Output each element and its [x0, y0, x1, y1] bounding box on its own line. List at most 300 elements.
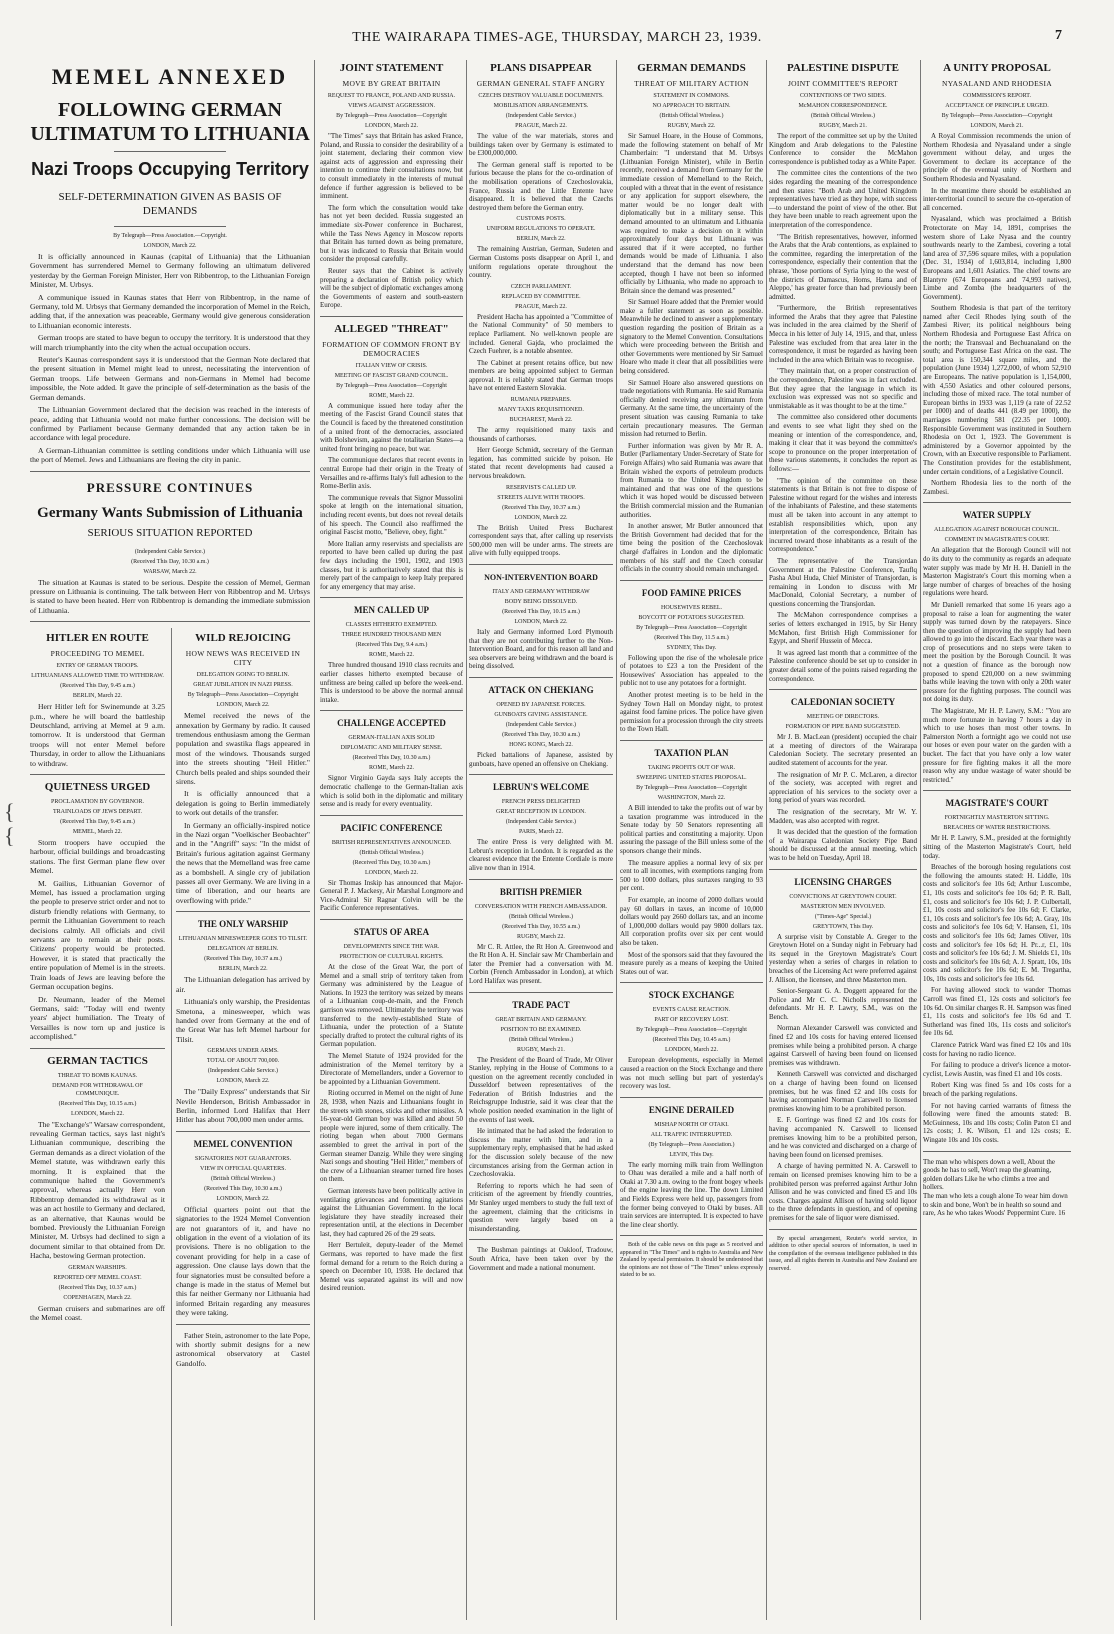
headline: PALESTINE DISPUTE	[787, 62, 899, 74]
dateline: ROME, March 22.	[369, 392, 414, 399]
column-1a	[30, 628, 165, 1325]
headline: MAGISTRATE'S COURT	[945, 798, 1049, 809]
column-rule	[171, 628, 172, 1626]
divider	[320, 710, 463, 711]
paragraph: The communique reveals that Signor Mussolini spoke at length on the international situation, including recent events, but does not reveal details of his speech. The Council also reaffirmed the original Fascist motto, "Believe, obey, fight."	[320, 493, 463, 537]
subheadline: TAKING PROFITS OUT OF WAR.	[647, 765, 736, 772]
divider	[469, 564, 613, 565]
paragraph: "Furthermore, the British representatives informed the Arabs that they agree that Palestine was included in the area claimed by the Sherif of Mecca in his letter of July 14, 1915, and that, unless Palestine was excluded from that area later in the correspondence, it must be regarded as having been included in the area which Britain was to recognise.	[769, 304, 917, 364]
received-time: (Received This Day, 10.30 a.m.)	[204, 1185, 282, 1192]
subheadline: EVENTS CAUSE REACTION.	[652, 1007, 731, 1014]
subheadline: ALL TRAFFIC INTERRUPTED.	[650, 1131, 733, 1138]
subheadline: PROCLAMATION BY GOVERNOR.	[51, 799, 144, 805]
subheadline: TRAINLOADS OF JEWS DEPART.	[53, 809, 142, 815]
paragraph: The situation at Kaunas is stated to be serious. Despite the cession of Memel, German pressure on Lithuania is continuing. The talk between Herr von Ribbentrop and M. Urbsys is stated to have been heated. Herr von Ribbentrop is demanding the immediate submission of Lithuania.	[30, 577, 310, 615]
paragraph: The resignation of Mr P. C. McLaren, a director of the society, was accepted with regret and appreciation of his services to the society over a long period of years was recorded.	[769, 770, 917, 805]
subheadline: SELF-DETERMINATION GIVEN AS BASIS OF DEMANDS	[58, 191, 282, 217]
subheadline: COMMENT IN MAGISTRATE'S COURT.	[944, 537, 1050, 544]
received-time: (Received This Day, 10.30 a.m.)	[502, 731, 580, 738]
subheadline: HOW NEWS WAS RECEIVED IN CITY	[185, 649, 301, 668]
subheadline: RESERVISTS CALLED UP.	[505, 484, 577, 491]
subheadline: McMAHON CORRESPONDENCE.	[798, 103, 888, 109]
divider	[469, 774, 613, 775]
dateline: HONG KONG, March 22.	[509, 741, 573, 748]
headline: ENGINE DERAILED	[648, 1104, 735, 1115]
headline: FOOD FAMINE PRICES	[641, 587, 742, 598]
paragraph: Northern Rhodesia lies to the north of the Zambesi.	[923, 479, 1071, 496]
paragraph: "The opinion of the committee on these statements is that Britain is not free to dispose of Palestine without regard for the wishes and interests of the inhabitants of Palestine, and these statements must all be taken into account in any attempt to establish responsibilities which, upon any interpretation of the correspondence, Britain has incurred toward those inhabitants as a result of the correspondence."	[769, 476, 917, 554]
divider	[320, 316, 463, 317]
headline: ALLEGED "THREAT"	[334, 322, 449, 335]
received-time: (Received This Day, 10.45 a.m.)	[652, 1037, 731, 1044]
dateline: PARIS, March 22.	[518, 829, 564, 836]
divider	[923, 790, 1071, 791]
headline: MEN CALLED UP	[353, 605, 429, 616]
copyright-notice: Both of the cable news on this page as 5 received and appeared in "The Times" and is rights to Australia and New Zealand by special permission. It should be understood that the opinions are not those of "The Times" unless expressly stated to be so.	[620, 1242, 763, 1279]
subheadline: MEETING OF FASCIST GRAND COUNCIL.	[334, 372, 449, 379]
subheadline: DELEGATION AT BERLIN.	[207, 946, 279, 953]
subheadline: CLASSES HITHERTO EXEMPTED.	[345, 622, 438, 629]
divider	[620, 982, 763, 983]
paragraph: "The Times" says that Britain has asked France, Poland, and Russia to consider the desirability of a joint statement, declaring their common view against acts of aggression and expressing their intention to continue their consultations now, but to consult immediately in the interests of mutual defence if further aggression is believed to be imminent.	[320, 132, 463, 201]
wire-credit: (British Official Wireless.)	[210, 1175, 276, 1182]
dateline: MEMEL, March 22.	[72, 829, 123, 835]
dateline: RUGBY, March 21.	[517, 1046, 565, 1053]
dateline: RUGBY, March 22.	[667, 123, 716, 129]
subheadline: CONTENTIONS OF TWO SIDES.	[800, 93, 886, 99]
paragraph: Sir Thomas Inskip has announced that Major-General P. J. Mackesy, Air Marshal Longmore and Vice-Admiral Sir Ragnar Colvin will be the Pacific Conference representatives.	[320, 878, 463, 913]
paragraph: He intimated that he had asked the federation to discuss the matter with him, and in a supplementary reply, emphasised that he had asked for the discussion solely because of the new circumstances arising from the German action in Czechoslovakia.	[469, 1127, 613, 1179]
column-3	[469, 58, 613, 1626]
received-time: (Received This Day, 10.37 a.m.)	[502, 504, 580, 511]
subheadline: MISHAP NORTH OF OTAKI.	[654, 1121, 729, 1128]
subheadline: ALLEGATION AGAINST BOROUGH COUNCIL.	[934, 527, 1060, 534]
received-time: (Received This Day, 10.30 a.m.)	[352, 755, 431, 762]
dateline: RUGBY, March 22.	[517, 933, 565, 940]
dateline: LONDON, March 21.	[970, 123, 1024, 129]
paragraph: The early morning milk train from Wellington to Ohau was derailed a mile and a half north of Otaki at 7.30 a.m. owing to the front bogey wheels of the engine leaving the line. The down Limited and Fields Express were held up, passengers from the former being conveyed to Otaki by buses. All train services are interrupted. It is expected to have the line clear shortly.	[620, 1160, 763, 1229]
column-rule	[616, 60, 617, 1620]
paragraph: Referring to reports which he had seen of criticism of the agreement by friendly countries, Mr Stanley urged members to study the full text of the agreement, claiming that the criticisms in question were largely based on a misunderstanding.	[469, 1181, 613, 1233]
headline: NON-INTERVENTION BOARD	[484, 573, 598, 582]
subheadline: PART OF RECOVERY LOST.	[654, 1017, 729, 1024]
headline: GERMAN TACTICS	[47, 1054, 148, 1067]
divider	[769, 689, 917, 690]
headline: TRADE PACT	[512, 999, 570, 1010]
wire-credit: (British Official Wireless.)	[359, 849, 424, 856]
subheadline: LITHUANIAN MINESWEEPER GOES TO TILSIT.	[178, 936, 308, 943]
subheadline: MOVE BY GREAT BRITAIN	[342, 79, 441, 88]
paragraph: Herr Hitler left for Swinemunde at 3.25 p.m., where he will board the battleship Deutschland, arriving at Memel at 9 a.m. tomorrow. It is understood that German troops will not enter Memel before Thursday, in order to allow the Lithuanians to withdraw.	[30, 702, 165, 768]
headline: QUIETNESS URGED	[44, 781, 151, 793]
paragraph: Nyasaland, which was proclaimed a British Protectorate on May 14, 1891, comprises the western shore of Lake Nyasa and the country southwards nearly to the Zambesi, covering a total land area of 37,596 square miles, with a population (Dec. 31, 1934) of 1,603,814, including 1,800 Europeans and 1,601 Asiatics. The chief towns are Blantyre (674 Europeans and 74,993 natives), Limbe and Zomba (the headquarters of the Government).	[923, 215, 1071, 301]
headline: PRESSURE CONTINUES	[86, 479, 254, 495]
headline: BRITISH PREMIER	[499, 886, 583, 897]
divider	[30, 774, 165, 775]
subheadline: REPLACED BY COMMITTEE.	[501, 293, 581, 300]
divider	[469, 879, 613, 880]
subheadline: POSITION TO BE EXAMINED.	[500, 1026, 582, 1033]
column-2	[320, 58, 463, 1626]
subheadline: UNIFORM REGULATIONS TO OPERATE.	[486, 226, 596, 233]
headline: GERMAN DEMANDS	[637, 62, 746, 74]
paragraph: The entire Press is very delighted with M. Lebrun's reception in London. It is regarded as the clearest evidence that the Entente Cordiale is more alive now than in 1914.	[469, 838, 613, 872]
paragraph: Following upon the rise of the wholesale price of potatoes to £23 a ton the President of the Housewives' Association has appealed to the public not to use any potatoes for a fortnight.	[620, 653, 763, 688]
paragraph: Storm troopers have occupied the harbour, official buildings and broadcasting stations. The first German plane flew over Memel.	[30, 838, 165, 876]
subheadline: BODY BEING DISSOLVED.	[504, 599, 578, 605]
subheadline: BREACHES OF WATER RESTRICTIONS.	[943, 825, 1051, 832]
subheadline: BOYCOTT OF POTATOES SUGGESTED.	[638, 614, 745, 621]
dateline: RUGBY, March 21.	[819, 123, 867, 129]
paragraph: Picked battalions of Japanese, assisted by gunboats, have opened an offensive on Chekiang.	[469, 750, 613, 768]
divider	[769, 869, 917, 870]
paragraph: German interests have been politically active in ventilating grievances and fomenting agitations against the Lithuanian Government. In the local legislature they have steadily increased their representation until, at the elections in December last, they had captured 26 of the 29 seats.	[320, 1186, 463, 1238]
headline: MEMEL CONVENTION	[193, 1138, 293, 1149]
paragraph: The form which the consultation would take has not yet been decided. Russia suggested an immediate six-Power conference in Bucharest, while the Tass News Agency in Moscow reports that Britain has turned down as being premature, but it was indicated to Russia that Britain would consider the proposal carefully.	[320, 203, 463, 264]
received-time: (Received This Day, 9.4 a.m.)	[355, 642, 428, 649]
paragraph: Mr H. P. Lawry, S.M., presided at the fortnightly sitting of the Masterton Magistrate's Court, held today.	[923, 834, 1071, 860]
subheadline: REQUEST TO FRANCE, POLAND AND RUSSIA.	[327, 93, 456, 99]
paragraph: A Bill intended to take the profits out of war by a taxation programme was introduced in the Senate today by 50 Senators representing all political parties and constituting a majority. Upon assuring the passage of the Bill unless some of the sponsors change their minds.	[620, 804, 763, 855]
subheadline: PROCEEDING TO MEMEL	[50, 649, 145, 659]
subheadline: GUNBOATS GIVING ASSISTANCE.	[494, 711, 588, 718]
paragraph: A Royal Commission recommends the union of Northern Rhodesia and Nyasaland under a single government without delay, and urges the Government to declare its acceptance of the principle of the eventual unity of Northern and Southern Rhodesia and Nyasaland.	[923, 132, 1071, 183]
dateline: BERLIN, March 22.	[72, 693, 123, 700]
headline: LICENSING CHARGES	[794, 876, 892, 887]
copyright-notice: By special arrangement, Reuter's world service, in addition to other special sources of information, is used in the compilation of the overseas intelligence published in this issue, and all rights therein in Australia and New Zealand are reserved.	[769, 1235, 917, 1272]
wire-credit: By Telegraph—Press Association—Copyright	[941, 113, 1053, 119]
paragraph: The report of the committee set up by the United Kingdom and Arab delegations to the Palestine Conference to consider the McMahon correspondence is published today as a White Paper.	[769, 132, 917, 166]
subheadline: FORMATION OF PIPE BAND SUGGESTED.	[785, 724, 901, 731]
divider	[114, 226, 226, 227]
paragraph: Norman Alexander Carswell was convicted and fined £2 and 10s costs for having entered licensed premises while being a prohibited person. A charge against Carswell of having been found on licensed premises was withdrawn.	[769, 1024, 917, 1067]
subheadline: CZECH PARLIAMENT.	[510, 283, 572, 290]
wire-credit: ("Times-Age" Special.)	[814, 913, 872, 920]
wire-credit: (British Official Wireless.)	[508, 1036, 574, 1043]
subheadline: VIEWS AGAINST AGGRESSION.	[347, 103, 436, 109]
subheadline: TOTAL OF ABOUT 700,000.	[206, 1058, 280, 1065]
paragraph: The committee cites the contentions of the two sides regarding the meaning of the correspondence and then states: "Both Arab and United Kingdom representatives have tried as they hope, with success—to understand the point of view of the other. But they have been unable to reach agreement upon the interpretation of the correspondence.	[769, 169, 917, 229]
paragraph: The German general staff is reported to be furious because the plans for the co-ordination of the mobilisation operations of Czechoslovakia, France, Russia and the Little Entente have disappeared. It is believed that the Czechs destroyed them before the German entry.	[469, 160, 613, 212]
divider	[469, 677, 613, 678]
paragraph: It is officially announced in Kaunas (capital of Lithuania) that the Lithuanian Government has surrendered Memel to Germany following an ultimatum delivered yesterday by the German Foreign Minister, Herr von Ribbentrop, to the Lithuanian Foreign Minister, M. Urbsys.	[30, 252, 310, 290]
paragraph: Reuter says that the Cabinet is actively preparing a declaration of British policy which will be the subject of diplomatic exchanges among the Governments of eastern and south-eastern Europe.	[320, 266, 463, 310]
paragraph: The army requisitioned many taxis and thousands of carthorses.	[469, 426, 613, 443]
subheadline: JOINT COMMITTEE'S REPORT	[787, 79, 899, 88]
newspaper-title: THE WAIRARAPA TIMES-AGE, THURSDAY, MARCH 23, 1939.	[352, 30, 762, 45]
divider	[30, 1048, 165, 1049]
paragraph: Further information was given by Mr R. A. Butler (Parliamentary Under-Secretary of State for Foreign Affairs) who said Rumania was aware that Britain wished the exports of petroleum products from Rumania to the United Kingdom to be maintained and that was one of the questions which it was hoped would be discussed between the British commercial mission and the Rumanian authorities.	[620, 441, 763, 519]
paragraph: Another protest meeting is to be held in the Sydney Town Hall on Monday night, to protest against food famine prices. The police have given permission for a procession through the city streets to the Town Hall.	[620, 691, 763, 734]
paragraph: The remaining Austrian, German, Sudeten and German Customs posts disappear on April 1, and uniform regulations operate throughout the country.	[469, 245, 613, 280]
paragraph: The "Exchange's" Warsaw correspondent, revealing German tactics, says last night's Lithuanian communique, describing the German demands as a direct violation of the Memel statute, was withdrawn early this morning. It is explained that the communique halted the Government's approval, whereas actually Herr von Ribbentrop demanded its withdrawal as it was an act hostile to Germany and declared, as an alternative, that Kaunas would be bombed. Previously the Lithuanian Foreign Minister, M. Urbsys had declined to sign a document similar to that obtained from Dr. Hacha, bestowing German protection.	[30, 1119, 166, 1261]
column-rule	[766, 60, 767, 1620]
headline: A UNITY PROPOSAL	[943, 62, 1051, 74]
divider	[320, 597, 463, 598]
paragraph: In the meantime there should be established an inter-territorial council to secure the co-operation of all concerned.	[923, 186, 1071, 212]
subheadline: THREAT TO BOMB KAUNAS.	[57, 1072, 138, 1079]
paragraph: The Magistrate, Mr H. P. Lawry, S.M.: "You are much more fortunate in having 7 hours a day in which to use hoses than most other towns. In Palmerston North a fortnight ago we could not use our hoses or even pour water on the garden with a bucket. The fact that you have only a low water pressure for fire fighting makes it all the more reason why any undue wastage of water should be restricted."	[923, 707, 1071, 784]
subheadline: GREAT JUBILATION IN NAZI PRESS.	[193, 682, 293, 689]
subheadline: COMMISSION'S REPORT.	[963, 93, 1031, 99]
subheadline: SWEEPING UNITED STATES PROPOSAL.	[636, 775, 747, 782]
paragraph: For failing to produce a driver's licence a motor-cyclist, Lewis Austin, was fined £1 and 10s costs.	[923, 1061, 1071, 1078]
paragraph: It was decided that the question of the formation of a Wairarapa Caledonian Society Pipe Band should be discussed at the annual meeting, which was to be held on Tuesday, April 18.	[769, 828, 917, 862]
paragraph: Clarence Patrick Ward was fined £2 10s and 10s costs for having no radio licence.	[923, 1041, 1071, 1058]
column-rule	[920, 60, 921, 1620]
dateline: SYDNEY, This Day.	[666, 644, 717, 651]
paragraph: For example, an income of 2000 dollars would pay 60 dollars in taxes, an income of 10,000 dollars would pay 2660 dollars tax, and an income of 1,000,000 dollars would pay 9800 dollars tax. All corporation profits over six per cent would also be taken.	[620, 895, 763, 947]
received-time: (Received This Day, 11.5 a.m.)	[654, 634, 729, 641]
wire-credit: (Independent Cable Service.)	[505, 819, 577, 826]
subheadline: DEMAND FOR WITHDRAWAL OF COMMUNIQUE.	[52, 1082, 143, 1097]
paragraph: In Germany an officially-inspired notice in the Nazi organ "Voelkischer Beobachter" and in the "Angriff" says: "In the midst of Britain's furious agitation against Germany the news that the Memelland was free came as a bombshell. A single cry of jubilation passes all over Germany. We are living in a time of liberation, and our hearts are overflowing with pride."	[176, 820, 310, 905]
paragraph: The "Daily Express" understands that Sir Nevile Henderson, British Ambassador in Berlin, informed Lord Halifax that Herr Hitler has about 700,000 men under arms.	[176, 1087, 310, 1125]
paragraph: The President of the Board of Trade, Mr Oliver Stanley, replying in the House of Commons to a question on the agreement recently concluded in Dusseldorf between representatives of the Federation of British Industries and the Reichsgruppe Industrie, said it was clear that the whole position needed examination in the light of the events of last week.	[469, 1055, 613, 1124]
dateline: ROME, March 22.	[369, 765, 414, 772]
paragraph: Reuter's Kaunas correspondent says it is understood that the German Note declared that the present situation in Memel might lead to unrest, necessitating the intervention of German troops. Life between Germans and non-Germans in Memel had become impossible, the Note added. It gave the principle of self-determination as the basis of the German demands.	[30, 355, 310, 402]
paragraph: An allegation that the Borough Council will not do its duty to the community as regards an adequate water supply was made by Mr H. H. Daniell in the Masterton Magistrate's Court this morning when a large number of charges of breaches of the hosing regulations were heard.	[923, 546, 1071, 598]
paragraph: Official quarters point out that the signatories to the 1924 Memel Convention are not guarantors of it, and have no obligation in the event of a violation of its provisions. There is no obligation to the covenant providing for help in a case of aggression. One clause lays down that the four signatories must be consulted before a change is made in the status of Memel but this far neither Germany nor Lithuania had informed Britain regarding any measures they were taking.	[176, 1204, 310, 1318]
filler-paragraph: The Bushman paintings at Oakloof, Tradouw, South Africa, have been taken over by the Government and made a national monument.	[469, 1246, 613, 1272]
headline: PACIFIC CONFERENCE	[340, 822, 443, 833]
subheadline: MASTERTON MEN INVOLVED.	[800, 903, 886, 910]
paragraph: The Lithuanian Government declared that the decision was reached in the interests of peace, adding that Lithuania would not make further concessions. The decision will be confirmed by Parliament because Germany demanded that any action taken be in accordance with legal procedure.	[30, 405, 310, 443]
wire-credit: (Independent Cable Service.)	[505, 113, 577, 119]
divider	[620, 1235, 763, 1236]
headline: CHALLENGE ACCEPTED	[337, 718, 446, 729]
subheadline: Germany Wants Submission of Lithuania	[37, 504, 303, 521]
paragraph: A charge of having permitted N. A. Carswell to remain on licensed premises knowing him to be a prohibited person was preferred against Arthur John Allison and he was convicted and fined £5 and 10s costs. Charges against Allison of having sold liquor to the three defendants in question, and of opening premises for the sale of liquor were dismissed.	[769, 1162, 917, 1222]
subheadline: FOLLOWING GERMAN ULTIMATUM TO LITHUANIA	[30, 99, 310, 145]
paragraph: The Cabinet at present retains office, but new members are being appointed subject to German approval. It is reliably stated that German troops have not entered Eastern Slovakia.	[469, 358, 613, 393]
divider	[469, 992, 613, 993]
subheadline: DELEGATION GOING TO BERLIN.	[196, 672, 290, 679]
dateline: COPENHAGEN, March 22.	[63, 1294, 132, 1301]
subheadline: RUMANIA PREPARES.	[510, 397, 572, 404]
headline: STATUS OF AREA	[353, 927, 430, 938]
column-rule	[466, 60, 467, 1620]
paragraph: Herr Bertuleit, deputy-leader of the Memel Germans, was reported to have made the first formal demand for a return to the Reich during a speech on December 10, 1938. He declared that Memel was separated against its will and now desired reunion.	[320, 1241, 463, 1293]
paragraph: European developments, especially in Memel caused a reaction on the Stock Exchange and there was not much selling but part of yesterday's recovery was lost.	[620, 1056, 763, 1091]
subheadline: ITALIAN VIEW OF CRISIS.	[355, 362, 428, 369]
subheadline: STREETS ALIVE WITH TROOPS.	[497, 494, 585, 501]
subheadline: MEETING OF DIRECTORS.	[806, 714, 880, 721]
dateline: PRAGUE, March 22.	[515, 123, 567, 129]
subheadline: LITHUANIANS ALLOWED TIME TO WITHDRAW.	[31, 673, 164, 680]
dateline: BERLIN, March 22.	[516, 236, 566, 243]
paragraph: Dr. Neumann, leader of the Memel Germans, said: "Today will end twenty years' abject humiliation. The Treaty of Versailles is now torn up and justice is accomplished."	[30, 994, 165, 1042]
paragraph: The committee also considered other documents and events to see what light they shed on the meaning or intention of the correspondence, and, making it clear that it was beyond the committee's scope to pronounce on the proper interpretation of these various statements, it concludes the report as follows:—	[769, 413, 917, 473]
subheadline: SIGNATORIES NOT GUARANTORS.	[194, 1155, 292, 1162]
paragraph: M. Gailius, Lithuanian Governor of Memel, has issued a proclamation urging the people to preserve strict order and not to disturb friendly relations with Germany, to permit the Lithuanian Government to reach decisions calmly. All officials and civil servants are to remain at their posts. Citizens' property would be protected. However, it is stated that practically the entire population of Memel is in the streets. Train loads of Jews are leaving before the German occupation begins.	[30, 878, 165, 992]
paragraph: Italy and Germany informed Lord Plymouth that they are not contributing further to the Non-Intervention Board, and for this reason all land and sea observers are being withdrawn and the board is being dissolved.	[469, 628, 613, 671]
subheadline: GERMANS UNDER ARMS.	[207, 1048, 279, 1055]
headline: MEMEL ANNEXED	[51, 64, 289, 89]
divider	[176, 911, 310, 912]
headline: JOINT STATEMENT	[339, 62, 444, 74]
paragraph: Herr George Schmidt, secretary of the German legation, has committed suicide by poison. He stated that recent developments had caused a nervous breakdown.	[469, 446, 613, 481]
subheadline: FRENCH PRESS DELIGHTED	[501, 799, 581, 806]
paragraph: More Italian army reservists and specialists are reported to have been called up during the past few days including the 1901, 1902, and 1903 classes, but it is authoritatively stated that this is merely part of the campaign to keep Italy prepared for any emergency that may arise.	[320, 539, 463, 591]
paragraph: Senior-Sergeant G. A. Doggett appeared for the Police and Mr C. C. Nicholls represented the defendants. Mr H. P. Lawry, S.M., was on the Bench.	[769, 987, 917, 1021]
paragraph: Signor Virginio Gayda says Italy accepts the democratic challenge to the German-Italian axis which is solid both in the diplomatic and military sense and is ready for every eventuality.	[320, 774, 463, 809]
paragraph: A communique issued here today after the meeting of the Fascist Grand Council states that the Council is faced by the threatened constitution of a united front of the democracies, associated with Bolshevism, against the totalitarian States—a united front bringing no peace, but war.	[320, 401, 463, 453]
paragraph: E. F. Gorringe was fined £2 and 10s costs for having accompanied N. Carswell to licensed premises knowing him to be a prohibited person, and he was convicted and discharged on a charge of having been found on licensed premises.	[769, 1116, 917, 1159]
subheadline: HOUSEWIVES REBEL.	[661, 604, 722, 611]
subheadline: DEVELOPMENTS SINCE THE WAR.	[343, 944, 440, 951]
received-time: (Received This Day, 9.45 a.m.)	[60, 819, 135, 825]
subheadline: MANY TAXIS REQUISITIONED.	[498, 407, 584, 414]
divider	[923, 502, 1071, 503]
paragraph: Three hundred thousand 1910 class recruits and earlier classes hitherto exempted because of unfitness are being called up before the week-end. This is understood to be above the normal annual intake.	[320, 661, 463, 704]
subheadline: THREE HUNDRED THOUSAND MEN	[341, 632, 442, 639]
subheadline: DIPLOMATIC AND MILITARY SENSE.	[340, 745, 443, 752]
dateline: LONDON, March 22.	[216, 1078, 270, 1085]
paragraph: The representative of the Transjordan Government at the Palestine Conference, Tauflq Pasha Abul Huda, Chief Minister of Transjordan, is remaining in London to discuss with Mr MacDonald, Colonial Secretary, a number of questions concerning the Transjordan.	[769, 556, 917, 608]
margin-marks: { {	[4, 799, 15, 848]
divider	[320, 919, 463, 920]
headline: LEBRUN'S WELCOME	[492, 782, 590, 793]
column-6	[923, 58, 1071, 1626]
wire-credit: (Independent Cable Service.)	[505, 721, 577, 728]
wire-credit: By Telegraph—Press Association—Copyright	[336, 382, 447, 389]
paragraph: Rioting occurred in Memel on the night of June 28, 1938, when Nazis and Lithuanians fought in the streets with stones, sticks and other missiles. A 16-year-old German boy was killed and about 50 people were injured, some of them critically. The rioting began when about 7000 Germans assembled to greet the arrival in port of the German steamer Danzig. While they were singing Nazi songs and shouting "Heil Hitler," members of the crew of a Lithuanian steamer turned fire hoses on them.	[320, 1089, 463, 1184]
received-time: (Received This Day, 10.37 a.m.)	[204, 956, 282, 963]
wire-credit: By Telegraph—Press Association.—Copyright.	[113, 233, 227, 239]
paragraph: For having allowed stock to wander Thomas Carroll was fined £1, 12s costs and solicitor's fee 10s 6d. On similar charges R. H. Sampson was fined £1, 11s costs and solicitor's fee 10s 6d and T. Sutherland was fined 10s, 11s costs and solicitor's fee 10s 6d.	[923, 986, 1071, 1038]
received-time: (Received This Day, 10.55 a.m.)	[502, 923, 580, 930]
paragraph: German troops are stated to have begun to occupy the territory. It is understood that they will march triumphantly into the city when the actual occupation occurs.	[30, 333, 310, 352]
paragraph: At the close of the Great War, the port of Memel and a small strip of territory taken from Germany was administered by the League of Nations. In 1923 the territory was seized by means of a Lithuanian coup-de-main, and the French garrison was removed. Ultimately the territory was transferred to the newly-established State of Lithuania, under the protection of a Statute specially drafted to protect the cultural rights of its German population.	[320, 963, 463, 1049]
paragraph: The communique declares that recent events in central Europe had their origin in the Treaty of Versailles and re-affirms Italy's full adhesion to the Rome-Berlin axis.	[320, 456, 463, 491]
headline: WILD REJOICING	[195, 632, 291, 645]
headline: THE ONLY WARSHIP	[197, 919, 289, 930]
paragraph: Most of the sponsors said that they favoured the measure purely as a means of keeping the United States out of war.	[620, 950, 763, 976]
subheadline: NO APPROACH TO BRITAIN.	[652, 103, 731, 109]
divider	[30, 471, 310, 472]
dateline: BUCHAREST, March 22.	[509, 417, 573, 424]
subheadline: STATEMENT IN COMMONS.	[653, 93, 730, 99]
dateline: GREYTOWN, This Day.	[812, 923, 874, 930]
subheadline: ACCEPTANCE OF PRINCIPLE URGED.	[945, 103, 1049, 109]
dateline: LONDON, March 22.	[365, 123, 418, 129]
divider	[114, 151, 226, 152]
subheadline: OPENED BY JAPANESE FORCES.	[496, 701, 586, 708]
dateline: LONDON, March 22.	[665, 1047, 718, 1054]
wire-credit: By Telegraph—Press Association—Copyright	[187, 692, 299, 699]
wire-credit: (By Telegraph—Press Association.)	[648, 1141, 735, 1148]
received-time: (Received This Day, 10.15 a.m.)	[58, 1100, 137, 1107]
paragraph: Southern Rhodesia is that part of the territory named after Cecil Rhodes lying south of the Zambesi River; its political neighbours being Northern Rhodesia and Portuguese East Africa on the north; the Transvaal and Bechuanaland on the south; and Portuguese East Africa on the east. The total area is 150,344 square miles, and the population (June 1934) 1,272,000, of whom 52,910 are Europeans. The native population is 1,154,000, with 4,550 Asiatics and other coloured persons, including those of mixed race. The total number of European births in 1933 was 1,119 (a rate of 22.52 per 1000) and of deaths 441 (8.49 per 1000), the marriages numbering 581 (22.35 per 1000). Responsible Government was instituted in Southern Rhodesia on Oct 1, 1923. The Government is administered by a Governor appointed by the Crown, with an Executive responsible to Parliament. The Constitution provides for the establishment, under certain conditions, of a Legislative Council.	[923, 304, 1071, 476]
dateline: LONDON, March 22.	[216, 1195, 270, 1202]
paragraph: A German-Lithuanian committee is settling conditions under which Lithuania will use the port of Memel. Jews and Lithuanians are fleeing the city in panic.	[30, 445, 310, 465]
subheadline: FORMATION OF COMMON FRONT BY DEMOCRACIES	[322, 339, 461, 358]
paragraph: In another answer, Mr Butler announced that the British Government had decided that for the time being the position of the Czechoslovak chargé d'affaires in London and the diplomatic members of his staff and the Czech consular officials in the country should remain unchanged.	[620, 522, 763, 574]
wire-credit: (British Official Wireless.)	[508, 913, 574, 920]
headline: WATER SUPPLY	[962, 510, 1032, 521]
column-4	[620, 58, 763, 1626]
headline: CALEDONIAN SOCIETY	[790, 697, 896, 708]
dateline: LONDON, March 22.	[514, 514, 568, 521]
paragraph: Sir Samuel Hoare added that the Premier would make a fuller statement as soon as possible. Meanwhile he declined to answer a supplementary question regarding the position of Britain as a signatory to the Memel Convention. Consultations which were proceeding between the British and other Governments were mentioned by Sir Samuel Hoare who made it clear that all possibilities were being considered.	[620, 298, 763, 376]
paragraph: Sir Samuel Hoare also answered questions on trade negotiations with Rumania. He said Rumania officially denied receiving any ultimatum from Germany. At the same time, the uncertainty of the present situation was causing Rumania to take certain precautionary measures. The German mission had returned to Berlin.	[620, 378, 763, 439]
divider	[176, 1131, 310, 1132]
dateline: WASHINGTON, March 22.	[657, 795, 726, 802]
article-memel-annexed	[30, 64, 310, 465]
paragraph: Mr C. R. Attlee, the Rt Hon A. Greenwood and the Rt Hon A. H. Sinclair saw Mr Chamberlain and later the Premier had a conversation with M. Corbin (French Ambassador in London), at which Lord Halifax was present.	[469, 942, 613, 985]
received-time: (Received This Day, 10.30 a.m.)	[352, 859, 431, 866]
headline: HITLER EN ROUTE	[46, 632, 149, 645]
paragraph: It is officially announced that a delegation is going to Berlin immediately to work out details of the transfer.	[176, 789, 310, 818]
subheadline: REPORTED OFF MEMEL COAST.	[53, 1274, 142, 1281]
page-number: 7	[1055, 28, 1062, 43]
subheadline: FORTNIGHTLY MASTERTON SITTING.	[944, 815, 1050, 822]
wire-credit: By Telegraph—Press Association—Copyright	[636, 624, 747, 631]
divider	[620, 1097, 763, 1098]
subheadline: THREAT OF MILITARY ACTION	[634, 79, 749, 88]
paragraph: The Memel Statute of 1924 provided for the administration of the Memel territory by a Directorate of Memellanders, under a Governor to be appointed by a Lithuanian Government.	[320, 1052, 463, 1086]
paragraph: It was agreed last month that a committee of the Palestine conference should be set up to consider in greater detail some of the points raised regarding the correspondence.	[769, 648, 917, 683]
wire-credit: (British Official Wireless.)	[659, 113, 724, 119]
divider	[923, 1151, 1071, 1152]
advertisement-verse: The man who whispers down a well, About the goods he has to sell, Won't reap the gleaming, golden dollars Like he who climbs a tree and hollers. The man who lets a cough alone To wear him down to skin and bone, Won't be in health so sound and rare, As he who takes Woods' Peppermint Cure. 16	[923, 1157, 1068, 1218]
paragraph: Sir Samuel Hoare, in the House of Commons, made the following statement on behalf of Mr Chamberlain: "I understand that M. Urbsys (Lithuanian Foreign Minister), while in Berlin recently, received a demand from Germany for the immediate cession of Memelland to the Reich, coupled with a threat that in the event of resistance or any application for support elsewhere, the matter would be no longer dealt with diplomatically but in a military sense. This demand amounted to an ultimatum and Lithuania was required to make a decision on it within approximately four days but Lithuania was assured that if it were accepted, no further demands would be made of Lithuania. I also understand that the demand has now been accepted, though I have not been so informed officially by Lithuania, who made no approach to Britain since the demand was presented."	[620, 132, 763, 295]
paragraph: The measure applies a normal levy of six per cent to all incomes, with exemptions ranging from 500 to 1000 dollars, plus surtaxes ranging to 93 per cent.	[620, 858, 763, 893]
headline: PLANS DISAPPEAR	[490, 62, 592, 74]
subheadline: CZECHS DESTROY VALUABLE DOCUMENTS.	[478, 93, 604, 99]
subheadline: PROTECTION OF CULTURAL RIGHTS.	[339, 954, 444, 961]
dateline: ROME, March 22.	[369, 652, 414, 659]
paragraph: Memel received the news of the annexation by Germany by radio. It caused tremendous enthusiasm among the German population and swastika flags appeared in most of the windows. Thousands surged into the streets shouting "Heil Hitler." Church bells pealed and ships sounded their sirens.	[176, 711, 310, 786]
paragraph: The British United Press Bucharest correspondent says that, after calling up reservists 500,000 men will be under arms. The streets are alive with fully equipped troops.	[469, 523, 613, 558]
divider	[620, 580, 763, 581]
dateline: LONDON, March 22.	[514, 619, 568, 625]
paragraph: President Hacha has appointed a "Committee of the National Community" of 50 members to replace Parliament. No well-known people are included. General Gajda, who proclaimed the Czech Fuehrer, is a notable absentee.	[469, 312, 613, 356]
subheadline: CONVERSATION WITH FRENCH AMBASSADOR.	[474, 903, 608, 910]
article-pressure-continues	[30, 480, 310, 616]
column-5	[769, 58, 917, 1626]
subheadline: GREAT BRITAIN AND GERMANY.	[495, 1016, 587, 1023]
column-1	[30, 58, 310, 1626]
dateline: LONDON, March 22.	[143, 243, 197, 249]
column-rule	[314, 60, 315, 1620]
masthead	[0, 0, 1114, 52]
subheadline: NYASALAND AND RHODESIA	[942, 79, 1052, 88]
divider	[176, 1324, 310, 1325]
paragraph: Mr J. B. MacLean (president) occupied the chair at a meeting of directors of the Wairarapa Caledonian Society. The secretary presented an audited statement of accounts for the year.	[769, 733, 917, 767]
subheadline: SERIOUS SITUATION REPORTED	[87, 526, 253, 539]
paragraph: For not having carried warrants of fitness the following were fined the amounts stated: B. McGuinness, 10s and 10s costs; Colin Paton £1 and 12s costs; J. K. Wilson, £1 and 12s costs; E. Wingate 10s and 10s costs.	[923, 1101, 1071, 1144]
dateline: LONDON, March 22.	[216, 702, 270, 709]
divider	[620, 740, 763, 741]
column-1b	[176, 628, 310, 1371]
divider	[469, 1239, 613, 1240]
dateline: LONDON, March 22.	[365, 869, 418, 876]
wire-credit: (British Official Wireless.)	[810, 113, 876, 119]
subheadline: CONVICTIONS AT GREYTOWN COURT.	[789, 893, 897, 900]
subheadline: MOBILISATION ARRANGEMENTS.	[493, 103, 589, 109]
paragraph: The resignation of the secretary, Mr W. Y. Madden, was also accepted with regret.	[769, 807, 917, 825]
paragraph: The Lithuanian delegation has arrived by air.	[176, 975, 310, 994]
subheadline: GREAT RECEPTION IN LONDON.	[496, 809, 586, 816]
paragraph: A communique issued in Kaunas states that Herr von Ribbentrop, in the name of Germany, told M. Urbsys that Germany demanded the incorporation of Memel in the Reich, adding that, if the annexation was peaceable, Germany would give generous consideration to Lithuanian economic interests.	[30, 292, 310, 330]
paragraph: The McMahon correspondence comprises a series of letters exchanged in 1915, by Sir Henry McMahon, first British High Commissioner for Egypt, and Sherif Hussein of Mecca.	[769, 611, 917, 646]
dateline: PRAGUE, March 22.	[515, 303, 567, 310]
paragraph: A surprise visit by Constable A. Greger to the Greytown Hotel on a Sunday night in February had its sequel in the Greytown Magistrate's Court yesterday when a series of charges in relation to breaches of the Licensing Act were preferred against J. Allison, the licensee, and three Masterton men.	[769, 932, 917, 984]
paragraph: German cruisers and submarines are off the Memel coast.	[30, 1303, 165, 1323]
paragraph: Lithuania's only warship, the Presidentas Smetona, a minesweeper, which was handed over from Germany at the end of the Great War has left Memel harbour for Tilsit.	[176, 997, 310, 1044]
